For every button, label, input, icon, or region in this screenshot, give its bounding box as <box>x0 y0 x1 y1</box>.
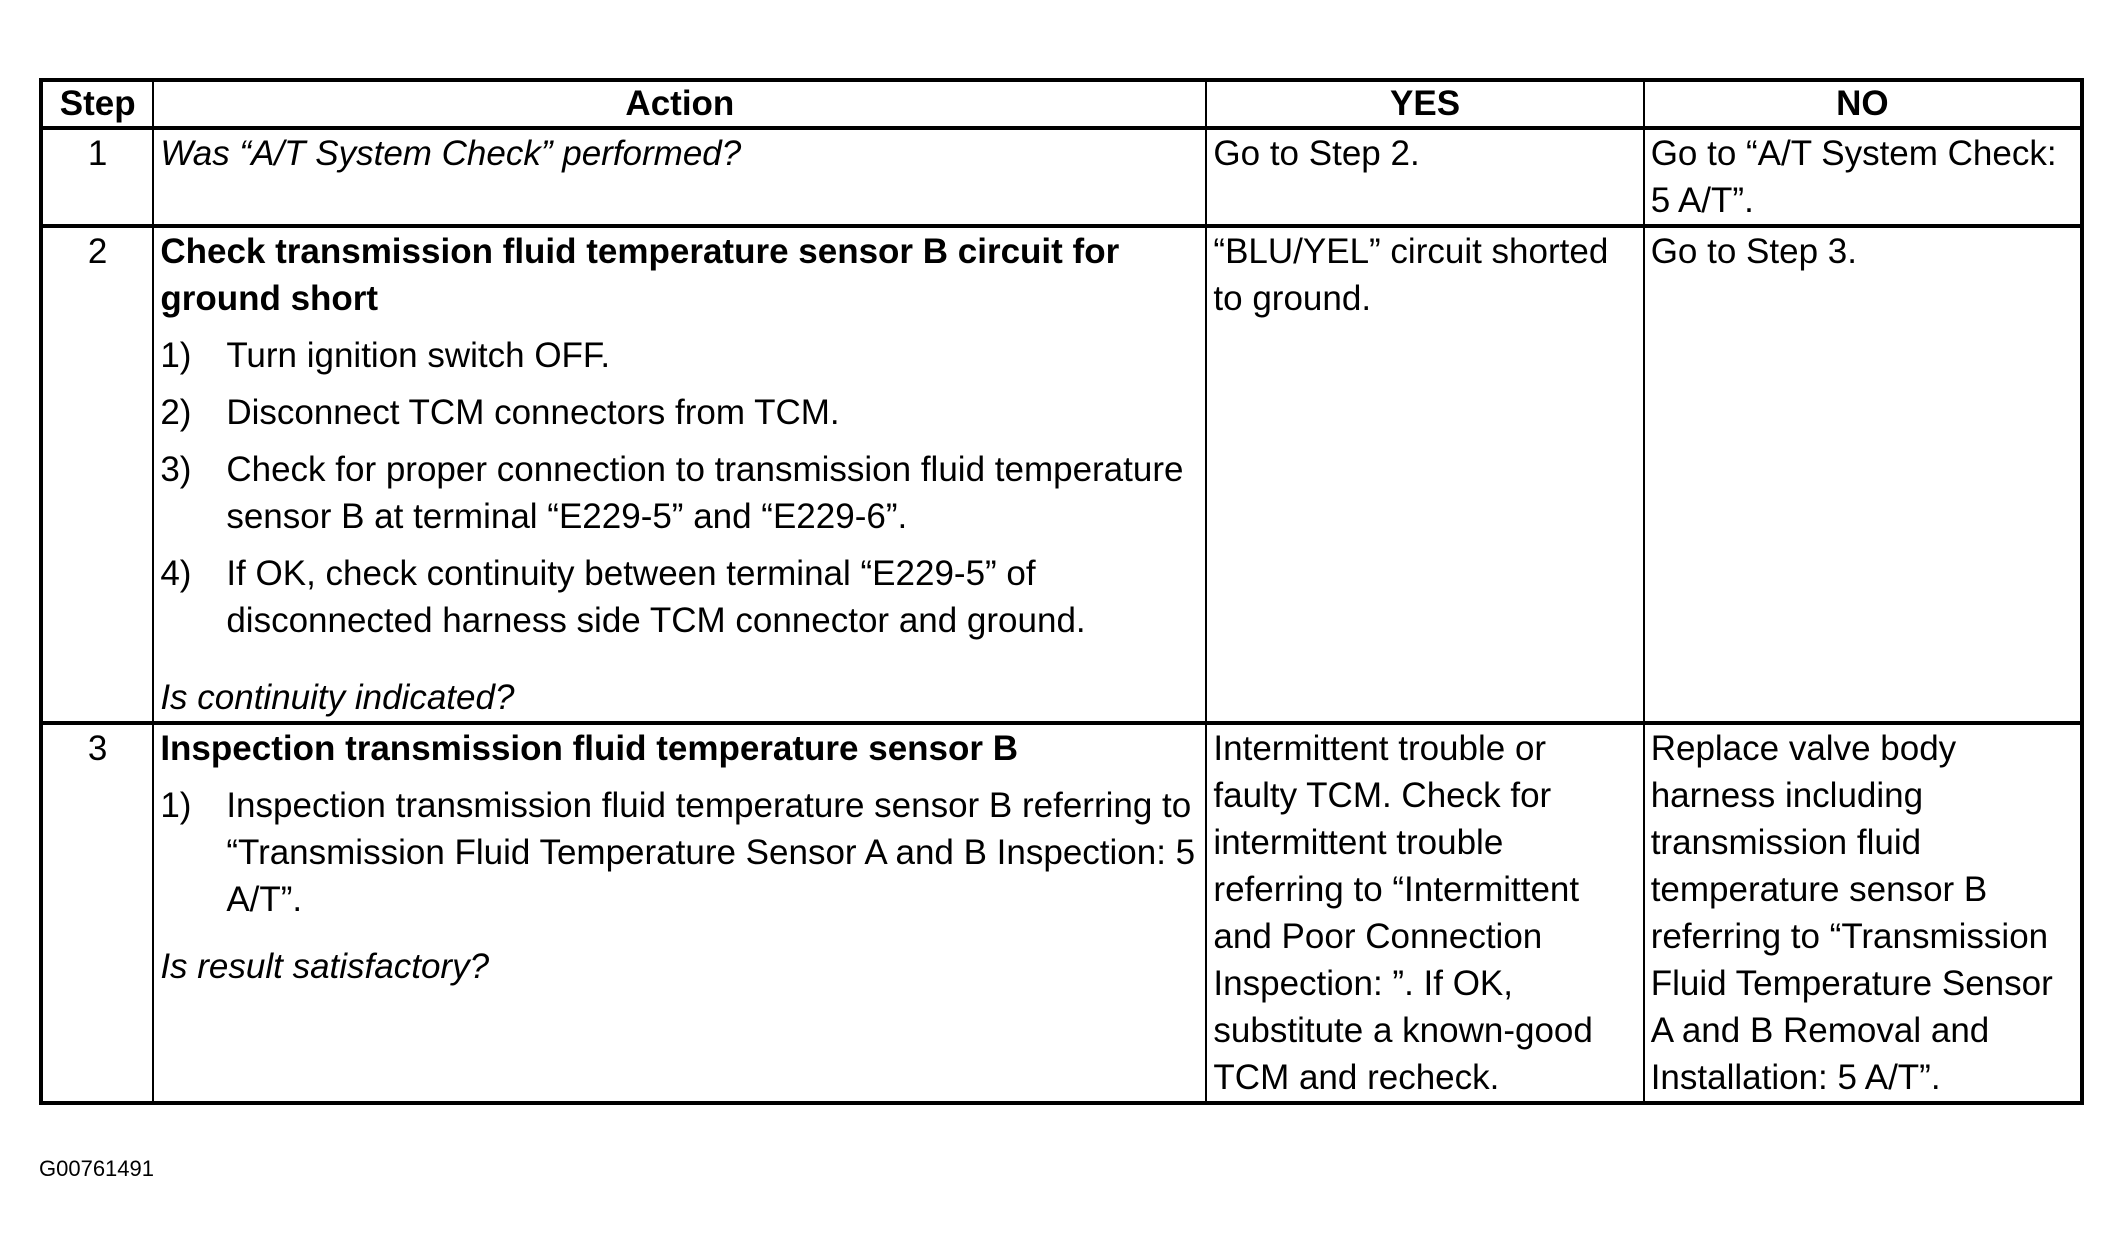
action-question: Is result satisfactory? <box>160 947 490 986</box>
substep-text: Check for proper connection to transmission fluid temperature sensor B at terminal “E229-5” and “E229-6”. <box>226 450 1184 536</box>
substep-number: 2) <box>160 393 192 432</box>
substep-text: Disconnect TCM connectors from TCM. <box>226 393 840 432</box>
yes-cell: Intermittent trouble or faulty TCM. Check for intermittent trouble referring to “Intermittent and Poor Connection Inspection: ”. If OK, substitute a known-good TCM and recheck. <box>1206 723 1643 1103</box>
substep-text: Inspection transmission fluid temperature sensor B referring to “Transmission Fluid Temperature Sensor A and B Inspection: 5 A/T”. <box>226 786 1196 919</box>
step-number: 3 <box>41 723 153 1103</box>
substep-text: If OK, check continuity between terminal “E229-5” of disconnected harness side TCM connector and ground. <box>226 554 1086 640</box>
action-title: Inspection transmission fluid temperature sensor B <box>160 729 1019 768</box>
document-id: G00761491 <box>39 1156 154 1181</box>
action-question: Is continuity indicated? <box>160 678 515 717</box>
header-row <box>41 80 2082 128</box>
substep <box>160 389 1199 436</box>
yes-cell: “BLU/YEL” circuit shorted to ground. <box>1206 226 1643 723</box>
table-row <box>41 723 2082 1103</box>
action-question: Was “A/T System Check” performed? <box>160 134 742 173</box>
substep <box>160 550 1199 644</box>
step-number: 1 <box>41 128 153 226</box>
header-action: Action <box>153 80 1206 128</box>
yes-cell: Go to Step 2. <box>1206 128 1643 226</box>
action-cell <box>153 128 1206 226</box>
substep-number: 3) <box>160 450 192 489</box>
action-title: Check transmission fluid temperature sensor B circuit for ground short <box>160 232 1120 318</box>
action-cell <box>153 226 1206 723</box>
step-number: 2 <box>41 226 153 723</box>
substep <box>160 332 1199 379</box>
no-cell: Go to “A/T System Check: 5 A/T”. <box>1644 128 2082 226</box>
substep-text: Turn ignition switch OFF. <box>226 336 611 375</box>
substep <box>160 446 1199 540</box>
header-yes: YES <box>1206 80 1643 128</box>
substep <box>160 782 1199 923</box>
table-row <box>41 226 2082 723</box>
action-cell <box>153 723 1206 1103</box>
diagnostic-table <box>39 78 2084 1105</box>
substep-number: 1) <box>160 336 192 375</box>
substep-number: 1) <box>160 786 192 825</box>
header-no: NO <box>1644 80 2082 128</box>
header-step: Step <box>41 80 153 128</box>
table-row <box>41 128 2082 226</box>
substep-number: 4) <box>160 554 192 593</box>
no-cell: Go to Step 3. <box>1644 226 2082 723</box>
no-cell: Replace valve body harness including transmission fluid temperature sensor B referring to “Transmission Fluid Temperature Sensor A and B Removal and Installation: 5 A/T”. <box>1644 723 2082 1103</box>
